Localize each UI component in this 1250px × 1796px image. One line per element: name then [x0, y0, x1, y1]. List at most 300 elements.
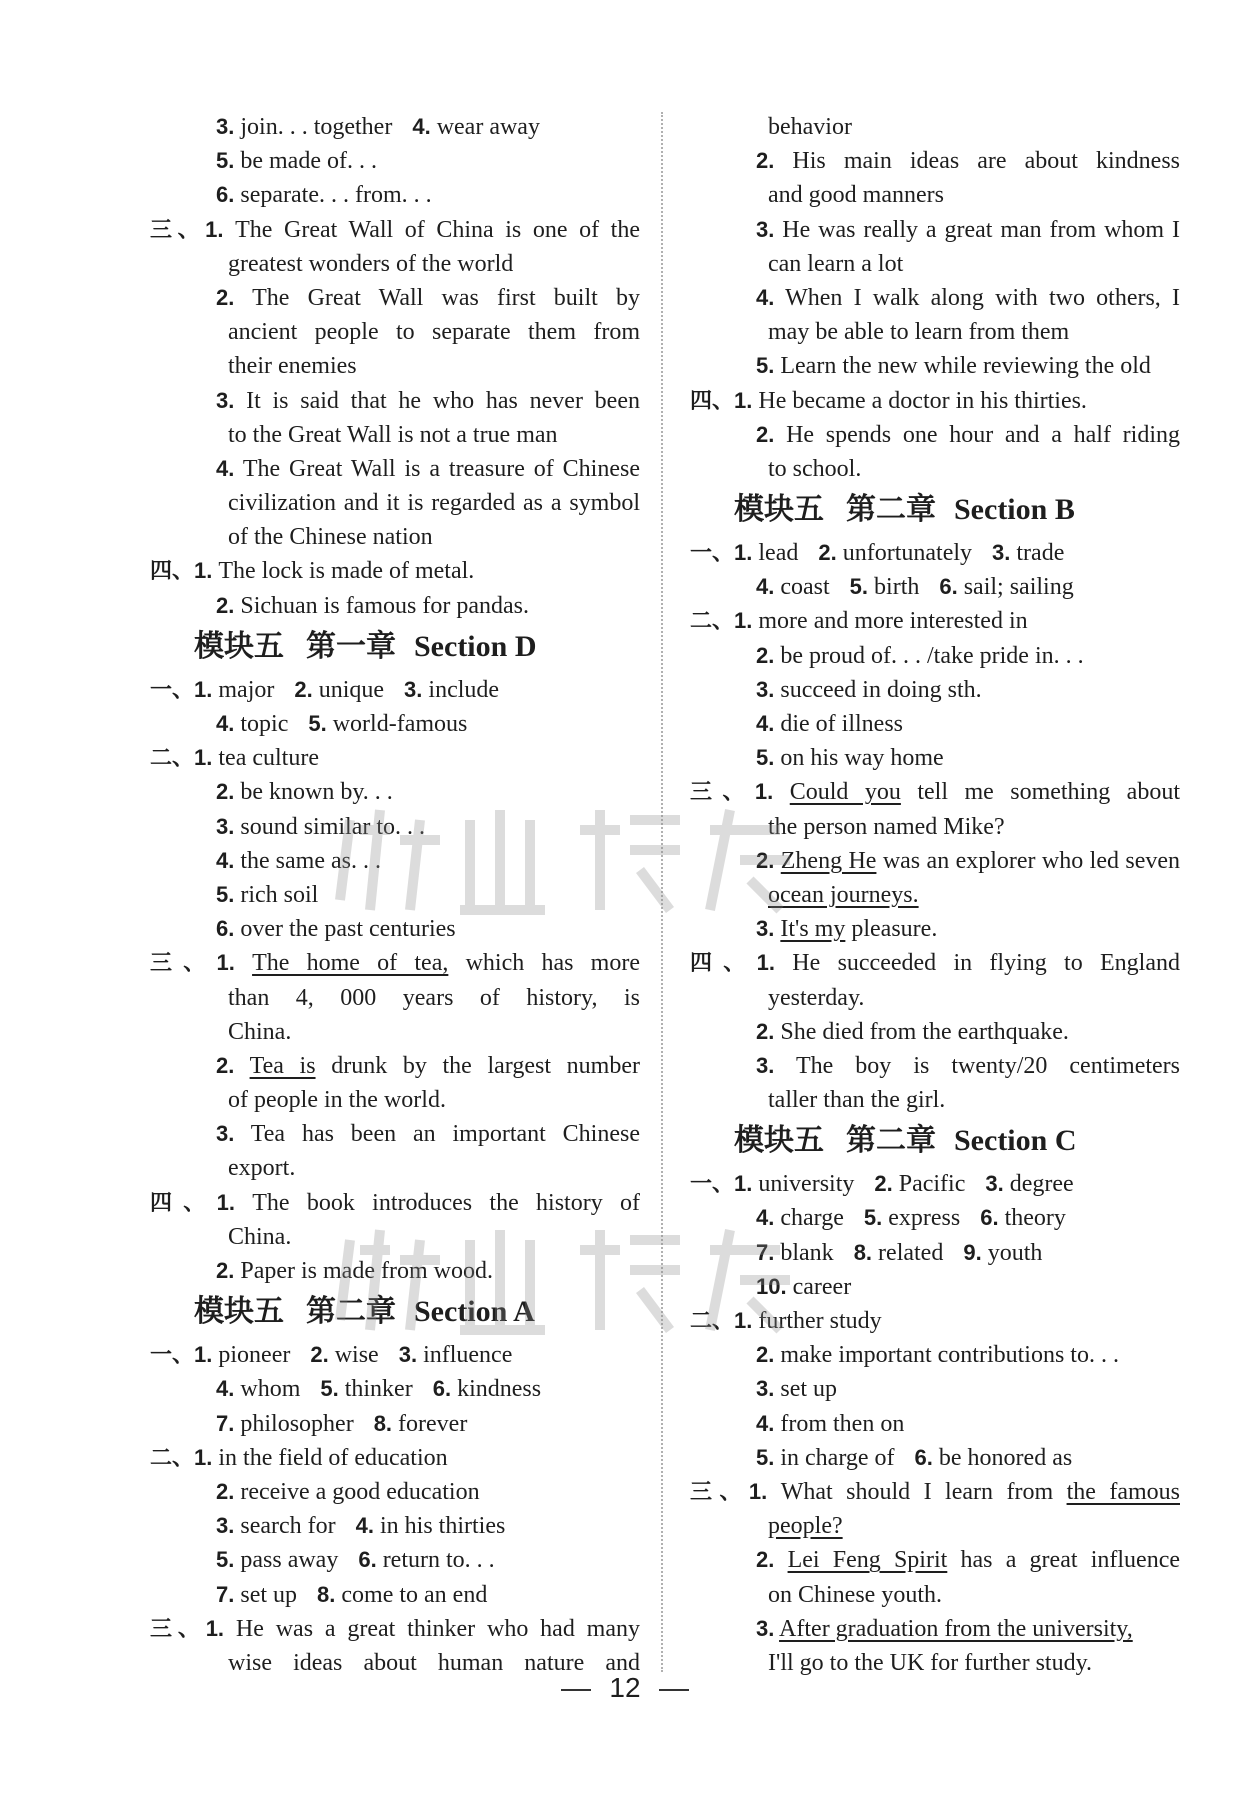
- section-heading: [690, 488, 1180, 532]
- answer-text: taller than the girl.: [768, 1087, 946, 1114]
- answer-text: express: [888, 1205, 961, 1232]
- answer-text: theory: [1004, 1205, 1066, 1232]
- item-number: 1.: [734, 608, 753, 634]
- item-number: 3.: [756, 1376, 775, 1402]
- answer-text: pleasure.: [845, 916, 938, 943]
- part-label: 四、: [690, 950, 757, 976]
- part-label: 三、: [690, 779, 755, 805]
- answer-line: [690, 775, 1180, 809]
- item-number: 1.: [205, 216, 224, 242]
- answer-text: rich soil: [240, 881, 319, 908]
- underlined-answer: Lei Feng Spirit: [787, 1547, 948, 1574]
- item-number: 3.: [756, 676, 775, 702]
- answer-text: behavior: [768, 114, 852, 140]
- item-number: 3.: [756, 216, 775, 242]
- item-number: 2.: [216, 779, 235, 805]
- section-heading: [150, 1290, 640, 1334]
- answer-text: wise ideas about human nature and: [228, 1649, 640, 1676]
- item-number: 4.: [412, 114, 431, 139]
- answer-text: related: [878, 1239, 944, 1266]
- answer-text: which has more: [448, 950, 640, 977]
- answer-line: [690, 418, 1180, 452]
- answer-text: influence: [423, 1342, 513, 1369]
- answer-text: unique: [318, 676, 385, 703]
- item-number: 3.: [216, 114, 235, 139]
- item-number: 2.: [310, 1342, 329, 1368]
- answer-line: [690, 707, 1180, 741]
- answer-line: [150, 418, 640, 452]
- answer-text: The Great Wall was first built by: [252, 284, 640, 311]
- answer-text: Learn the new while reviewing the old: [780, 353, 1151, 380]
- underlined-answer: After graduation from the university,: [779, 1615, 1133, 1642]
- answer-line: [150, 1578, 640, 1612]
- part-label: 三、: [150, 1615, 206, 1641]
- chapter-label: 第一章: [306, 628, 396, 664]
- item-number: 5.: [320, 1376, 339, 1402]
- answer-line: [690, 1083, 1180, 1117]
- answer-line: [690, 1270, 1180, 1304]
- answer-line: [150, 1117, 640, 1151]
- item-number: 3.: [404, 676, 423, 702]
- answer-line: [150, 384, 640, 418]
- item-number: 2.: [756, 1018, 775, 1044]
- section-label: Section D: [414, 629, 537, 663]
- answer-text: youth: [987, 1239, 1043, 1266]
- answer-text: world-famous: [332, 711, 468, 737]
- item-number: 2.: [756, 847, 775, 873]
- answer-line: [690, 981, 1180, 1015]
- column-divider: [661, 112, 663, 1672]
- item-number: 9.: [963, 1239, 982, 1265]
- item-number: 6.: [358, 1547, 377, 1573]
- answer-text: ancient people to separate them from: [228, 319, 640, 346]
- part-label: 一、: [690, 540, 735, 566]
- answer-line: [690, 1441, 1180, 1475]
- item-number: 5.: [756, 353, 775, 379]
- answer-line: [150, 1372, 640, 1406]
- answer-line: [690, 673, 1180, 707]
- answer-text: include: [428, 676, 500, 703]
- item-number: 3.: [398, 1342, 418, 1368]
- answer-text: She died from the earthquake.: [780, 1018, 1069, 1045]
- answer-text: die of illness: [780, 711, 904, 737]
- item-number: 3.: [216, 1513, 235, 1539]
- item-number: 5.: [216, 881, 235, 907]
- item-number: 1.: [194, 676, 213, 702]
- answer-text: was an explorer who led seven: [876, 847, 1180, 874]
- item-number: 1.: [194, 558, 213, 584]
- item-number: 5.: [216, 1547, 235, 1573]
- section-label: Section B: [954, 493, 1075, 527]
- part-label: 一、: [150, 676, 195, 702]
- answer-line: [690, 1475, 1180, 1509]
- part-label: 三、: [150, 216, 206, 242]
- chapter-label: 第二章: [846, 492, 936, 528]
- answer-text: whom: [240, 1376, 301, 1403]
- item-number: 1.: [734, 540, 753, 566]
- answer-text: Sichuan is famous for pandas.: [240, 592, 529, 619]
- item-number: 6.: [914, 1444, 933, 1470]
- item-number: 2.: [756, 642, 775, 668]
- answer-line: [690, 281, 1180, 315]
- item-number: 2.: [216, 284, 235, 310]
- answer-line: [690, 1304, 1180, 1338]
- answer-text: the person named Mike?: [768, 813, 1005, 840]
- answer-line: [690, 536, 1180, 570]
- part-label: 二、: [150, 1444, 195, 1470]
- answer-line: [150, 1612, 640, 1646]
- part-label: 四、: [150, 558, 195, 584]
- item-number: 1.: [216, 1189, 235, 1215]
- answer-text: be proud of. . . /take pride in. . .: [780, 642, 1084, 669]
- answer-text: Tea has been an important Chinese: [250, 1121, 640, 1148]
- item-number: 8.: [853, 1239, 873, 1265]
- answer-text: His main ideas are about kindness: [792, 148, 1180, 175]
- answer-line: [690, 741, 1180, 775]
- answer-text: their enemies: [228, 353, 357, 380]
- answer-line: [690, 1372, 1180, 1406]
- answer-line: [690, 247, 1180, 281]
- item-number: 5.: [308, 711, 327, 736]
- item-number: 1.: [734, 1171, 753, 1197]
- answer-line: [690, 639, 1180, 673]
- answer-line: [150, 878, 640, 912]
- item-number: 2.: [756, 1547, 775, 1573]
- item-number: 4.: [756, 711, 775, 736]
- part-label: 四、: [690, 387, 735, 413]
- item-number: 2.: [756, 1342, 775, 1368]
- answer-line: [150, 315, 640, 349]
- answer-line: [150, 775, 640, 809]
- answer-text: The book introduces the history of: [252, 1189, 640, 1216]
- underlined-answer: The home of tea,: [252, 950, 449, 977]
- item-number: 3.: [756, 1052, 775, 1078]
- answer-line: [150, 589, 640, 623]
- answer-text: on his way home: [780, 745, 944, 772]
- answer-text: Pacific: [898, 1171, 966, 1198]
- item-number: 3.: [216, 1121, 235, 1147]
- answer-text: The boy is twenty/20 centimeters: [795, 1052, 1181, 1079]
- answer-line: [690, 1543, 1180, 1577]
- item-number: 1.: [754, 779, 774, 805]
- item-number: 10.: [756, 1273, 787, 1299]
- answer-line: [690, 349, 1180, 383]
- item-number: 3.: [216, 813, 235, 839]
- item-number: 7.: [216, 1410, 235, 1436]
- underlined-answer: It's my: [780, 916, 846, 943]
- answer-text: export.: [228, 1155, 296, 1182]
- item-number: 7.: [756, 1239, 775, 1265]
- answer-text: thinker: [344, 1376, 413, 1403]
- item-number: 3.: [992, 540, 1011, 566]
- answer-text: trade: [1016, 540, 1065, 567]
- section-heading: [150, 625, 640, 669]
- answer-text: of people in the world.: [228, 1087, 446, 1114]
- answer-text: be honored as: [938, 1444, 1073, 1471]
- underlined-answer: Could you: [789, 779, 901, 806]
- answer-text: He spends one hour and a half riding: [786, 421, 1181, 448]
- answer-text: greatest wonders of the world: [228, 250, 514, 277]
- answer-text: civilization and it is regarded as a symbol: [228, 490, 640, 517]
- answer-line: [690, 810, 1180, 844]
- answer-line: [690, 1236, 1180, 1270]
- answer-line: [690, 213, 1180, 247]
- answer-line: [690, 144, 1180, 178]
- answer-text: more and more interested in: [758, 608, 1028, 635]
- answer-line: [150, 520, 640, 554]
- answer-line: [150, 1015, 640, 1049]
- item-number: 2.: [818, 540, 837, 566]
- part-label: 三、: [150, 950, 217, 976]
- item-number: 1.: [734, 387, 753, 413]
- section-label: Section A: [414, 1295, 535, 1329]
- answer-line: [690, 946, 1180, 980]
- answer-text: unfortunately: [842, 540, 973, 567]
- page-number: [0, 1672, 1250, 1704]
- answer-text: What should I learn from: [780, 1478, 1067, 1505]
- item-number: 4.: [756, 284, 775, 310]
- module-label: 模块五: [194, 628, 284, 664]
- answer-text: tell me something about: [900, 779, 1181, 806]
- answer-text: set up: [780, 1376, 838, 1403]
- answer-line: [690, 1049, 1180, 1083]
- answer-text: university: [758, 1171, 855, 1198]
- answer-line: [690, 178, 1180, 212]
- answer-line: [150, 810, 640, 844]
- answer-line: [690, 1201, 1180, 1235]
- answer-text: China.: [228, 1223, 292, 1250]
- answer-text: to the Great Wall is not a true man: [228, 421, 558, 448]
- section-heading: [690, 1119, 1180, 1163]
- item-number: 3.: [216, 387, 235, 413]
- underlined-answer: the famous: [1066, 1478, 1180, 1505]
- item-number: 1.: [756, 950, 775, 976]
- answer-line: [150, 110, 640, 144]
- answer-text: I'll go to the UK for further study.: [768, 1649, 1093, 1676]
- answer-text: He was a great thinker who had many: [235, 1615, 640, 1642]
- answer-text: coast: [780, 574, 830, 601]
- answer-text: He was really a great man from whom I: [782, 216, 1180, 243]
- answer-line: [150, 1475, 640, 1509]
- answer-line: [690, 1338, 1180, 1372]
- answer-text: The Great Wall of China is one of the: [235, 216, 640, 243]
- answer-line: [690, 878, 1180, 912]
- part-label: 二、: [690, 608, 735, 634]
- item-number: 4.: [756, 1205, 775, 1231]
- item-number: 2.: [216, 592, 235, 618]
- module-label: 模块五: [194, 1294, 284, 1330]
- item-number: 5.: [756, 1444, 775, 1470]
- item-number: 5.: [863, 1205, 883, 1231]
- answer-text: be made of. . .: [240, 148, 377, 175]
- answer-line: [150, 1407, 640, 1441]
- item-number: 5.: [756, 745, 775, 771]
- answer-text: pass away: [240, 1547, 339, 1574]
- item-number: 2.: [874, 1171, 893, 1197]
- answer-line: [150, 1151, 640, 1185]
- item-number: 7.: [216, 1581, 235, 1607]
- answer-text: When I walk along with two others, I: [785, 284, 1180, 311]
- answer-text: The Great Wall is a treasure of Chinese: [242, 455, 640, 482]
- item-number: 4.: [216, 711, 235, 736]
- answer-line: [150, 1543, 640, 1577]
- item-number: 4.: [216, 1376, 235, 1402]
- answer-text: can learn a lot: [768, 250, 904, 277]
- answer-text: forever: [398, 1410, 468, 1437]
- item-number: 1.: [216, 950, 235, 976]
- page-number-text: 12: [609, 1672, 641, 1703]
- answer-line: [690, 1578, 1180, 1612]
- answer-line: [690, 1509, 1180, 1543]
- answer-text: charge: [780, 1205, 844, 1232]
- answer-text: over the past centuries: [240, 916, 456, 943]
- answer-line: [150, 178, 640, 212]
- answer-text: He succeeded in flying to England: [792, 950, 1181, 977]
- part-label: 二、: [690, 1308, 735, 1333]
- underlined-answer: ocean journeys.: [768, 881, 919, 908]
- item-number: 1.: [194, 1342, 213, 1368]
- item-number: 2.: [294, 676, 313, 702]
- answer-text: He became a doctor in his thirties.: [758, 387, 1087, 414]
- answer-text: It is said that he who has never been: [246, 387, 640, 414]
- answer-line: [690, 1612, 1180, 1646]
- answer-line: [150, 1441, 640, 1475]
- answer-line: [150, 1220, 640, 1254]
- answer-text: set up: [240, 1581, 298, 1608]
- answer-line: [150, 452, 640, 486]
- answer-text: has a great influence: [947, 1547, 1180, 1574]
- answer-line: [690, 844, 1180, 878]
- answer-text: succeed in doing sth.: [780, 676, 982, 703]
- item-number: 2.: [756, 421, 775, 447]
- answer-text: tea culture: [218, 745, 319, 772]
- item-number: 1.: [194, 1444, 213, 1470]
- answer-text: kindness: [457, 1376, 542, 1403]
- module-label: 模块五: [734, 492, 824, 528]
- answer-text: receive a good education: [240, 1478, 480, 1505]
- answer-text: of the Chinese nation: [228, 524, 433, 551]
- answer-line: [150, 844, 640, 878]
- item-number: 6.: [216, 182, 235, 208]
- item-number: 6.: [216, 916, 235, 942]
- answer-text: drunk by the largest number: [315, 1052, 640, 1079]
- answer-line: [150, 741, 640, 775]
- item-number: 5.: [849, 574, 869, 600]
- section-label: Section C: [954, 1124, 1077, 1158]
- answer-text: in his thirties: [380, 1513, 506, 1540]
- answer-line: [150, 1186, 640, 1220]
- item-number: 8.: [373, 1410, 393, 1436]
- item-number: 6.: [980, 1205, 999, 1231]
- answer-text: blank: [780, 1239, 834, 1266]
- part-label: 一、: [150, 1342, 195, 1368]
- answer-text: on Chinese youth.: [768, 1581, 942, 1608]
- answer-line: [690, 1167, 1180, 1201]
- item-number: 6.: [432, 1376, 452, 1402]
- answer-text: may be able to learn from them: [768, 319, 1070, 346]
- answer-line: [150, 213, 640, 247]
- item-number: 1.: [734, 1308, 753, 1333]
- answer-text: join. . . together: [240, 114, 393, 140]
- answer-text: separate. . . from. . .: [240, 182, 432, 209]
- answer-line: [690, 110, 1180, 144]
- answer-text: in the field of education: [218, 1444, 448, 1471]
- answer-line: [150, 144, 640, 178]
- item-number: 5.: [216, 148, 235, 174]
- item-number: 4.: [756, 1410, 775, 1436]
- part-label: 四、: [150, 1189, 217, 1215]
- item-number: 4.: [355, 1513, 374, 1539]
- answer-line: [690, 604, 1180, 638]
- underlined-answer: people?: [768, 1513, 843, 1540]
- answer-line: [150, 1338, 640, 1372]
- answer-line: [150, 281, 640, 315]
- item-number: 4.: [216, 455, 235, 481]
- answer-line: [690, 570, 1180, 604]
- underlined-answer: Zheng He: [780, 847, 877, 874]
- answer-text: major: [218, 676, 275, 703]
- answer-text: search for: [240, 1513, 336, 1540]
- answer-line: [150, 486, 640, 520]
- answer-text: return to. . .: [382, 1547, 495, 1574]
- item-number: 2.: [216, 1052, 235, 1078]
- item-number: 1.: [194, 745, 213, 771]
- answer-text: and good manners: [768, 182, 944, 209]
- answer-line: [690, 384, 1180, 418]
- item-number: 2.: [756, 148, 775, 174]
- right-column: [690, 110, 1180, 1680]
- part-label: 一、: [690, 1171, 735, 1197]
- answer-text: The lock is made of metal.: [218, 558, 475, 585]
- item-number: 4.: [756, 574, 775, 600]
- answer-text: pioneer: [218, 1342, 291, 1369]
- answer-text: China.: [228, 1018, 292, 1045]
- answer-text: in charge of: [780, 1444, 895, 1471]
- item-number: 4.: [216, 847, 235, 873]
- answer-line: [690, 912, 1180, 946]
- answer-line: [150, 1254, 640, 1288]
- chapter-label: 第二章: [306, 1294, 396, 1330]
- answer-text: career: [792, 1273, 852, 1300]
- answer-line: [690, 315, 1180, 349]
- answer-text: Paper is made from wood.: [240, 1258, 493, 1284]
- item-number: 2.: [216, 1478, 235, 1504]
- answer-line: [150, 1049, 640, 1083]
- answer-text: philosopher: [240, 1410, 354, 1437]
- answer-text: the same as. . .: [240, 847, 381, 874]
- item-number: 8.: [317, 1581, 336, 1607]
- answer-text: topic: [240, 711, 289, 737]
- answer-line: [150, 247, 640, 281]
- answer-text: make important contributions to. . .: [780, 1342, 1119, 1369]
- answer-text: to school.: [768, 455, 862, 482]
- answer-line: [690, 1407, 1180, 1441]
- answer-text: wise: [334, 1342, 379, 1369]
- answer-line: [150, 349, 640, 383]
- answer-text: be known by. . .: [240, 779, 393, 806]
- answer-text: sail; sailing: [963, 574, 1074, 601]
- answer-text: further study: [758, 1308, 882, 1334]
- answer-line: [150, 1509, 640, 1543]
- answer-line: [690, 1015, 1180, 1049]
- answer-text: yesterday.: [768, 984, 865, 1011]
- answer-line: [150, 912, 640, 946]
- item-number: 1.: [205, 1615, 225, 1641]
- answer-text: lead: [758, 540, 799, 567]
- underlined-answer: Tea is: [249, 1052, 316, 1079]
- answer-line: [150, 1083, 640, 1117]
- answer-line: [150, 554, 640, 588]
